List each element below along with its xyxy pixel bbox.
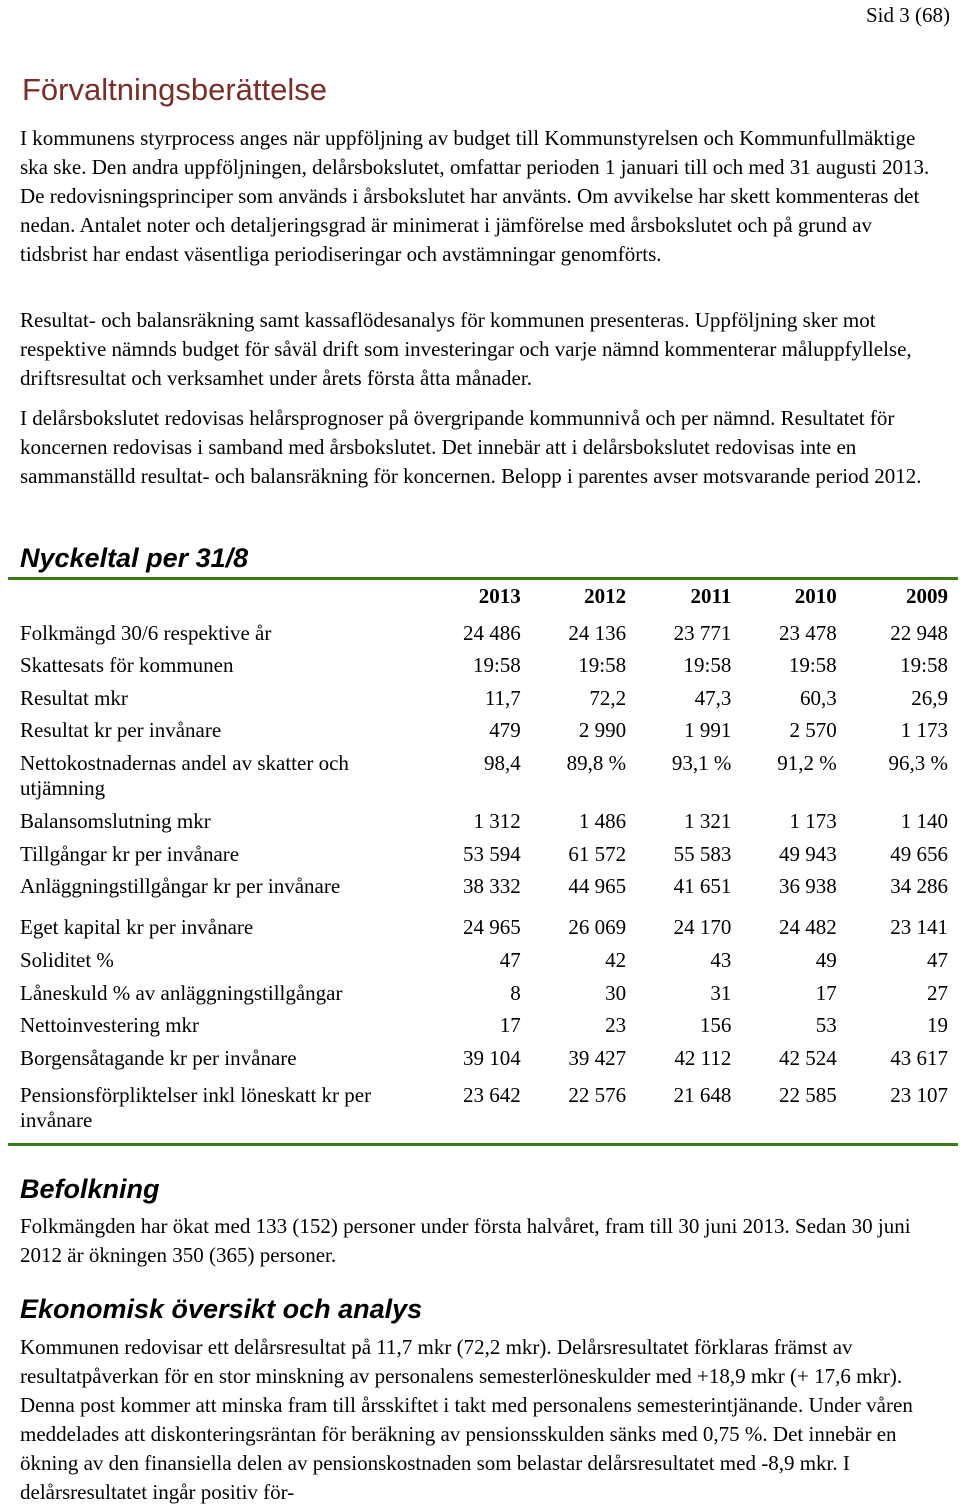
year-header: 2013 [478,584,521,608]
ekonomi-text: Kommunen redovisar ett delårsresultat på 11,7 mkr (72,2 mkr). Delårsresultatet förklaras främst av resultatpåverkan för en stor minskning av personalens semesterlöneskulder med +18,9 mkr (+ 17,6 mkr). Denna post kommer att minska fram till årsskiftet i takt med personalens semesterintjänande. Under våren meddelades att diskonteringsräntan för beräkning av pensionsskulden sänks med 0,75 %. Det innebär en ökning av den finansiella delen av pensionskostnaden som belastar delårsresultatet med -8,9 mkr. I delårsresultatet ingår positiv för- [20,1335,913,1504]
row-value: 49 656 [890,842,948,866]
row-label: Låneskuld % av anläggningstillgångar [20,981,343,1005]
year-header: 2011 [690,584,732,608]
row-value: 1 312 [473,809,521,833]
row-label: Balansomslutning mkr [20,809,211,833]
row-value: 11,7 [484,686,521,710]
row-value: 19:58 [788,653,837,677]
row-value: 19:58 [472,653,521,677]
row-label: Borgensåtagande kr per invånare [20,1046,297,1070]
row-value: 23 141 [890,915,948,939]
row-label: Folkmängd 30/6 respektive år [20,621,272,645]
row-value: 26,9 [911,686,948,710]
row-value: 22 585 [778,1083,837,1107]
row-label: Anläggningstillgångar kr per invånare [20,874,341,898]
row-value: 21 648 [673,1083,732,1107]
row-value: 98,4 [484,751,521,775]
intro-paragraph-1: I kommunens styrprocess anges när uppföljning av budget till Kommunstyrelsen och Kommunfullmäktige ska ske. Den andra uppföljningen, delårsbokslutet, omfattar perioden 1 januari till och med 31 augusti 2013. De redovisningsprinciper som används i årsbokslutet har använts. Om avvikelse har skett kommenteras det nedan. Antalet noter och detaljeringsgrad är minimerat i jämförelse med årsbokslutet och på grund av tidsbrist har endast väsentliga periodiseringar och avstämningar genomförts. [20,126,930,266]
row-value: 24 482 [778,915,837,939]
befolkning-text: Folkmängden har ökat med 133 (152) personer under första halvåret, fram till 30 juni 2013. Sedan 30 juni 2012 är ökningen 350 (365) personer. [20,1214,911,1267]
row-value: 1 173 [789,809,837,833]
row-label: Resultat kr per invånare [20,718,222,742]
row-label: Resultat mkr [20,686,128,710]
row-value: 55 583 [673,842,732,866]
page-number: Sid 3 (68) [866,3,950,27]
row-value: 19:58 [900,653,948,677]
row-value: 91,2 % [777,751,837,775]
table-row [20,1042,948,1079]
table-top-rule [8,577,958,580]
table-row [20,838,948,870]
row-value: 30 [605,981,627,1005]
row-value: 89,8 % [566,751,627,775]
row-value: 19:58 [578,653,627,677]
row-value: 44 965 [568,874,627,898]
row-value: 53 594 [463,842,521,866]
row-value: 8 [510,981,521,1005]
row-value: 47 [499,948,521,972]
row-label: Skattesats för kommunen [20,653,234,677]
row-value: 93,1 % [671,751,732,775]
table-header-label [20,584,416,617]
row-value: 17 [499,1013,521,1037]
row-value: 42 [605,948,627,972]
row-value: 24 486 [463,621,521,645]
row-value: 36 938 [778,874,837,898]
row-value: 43 [710,948,732,972]
table-row [20,682,948,714]
row-value: 96,3 % [888,751,948,775]
row-value: 19 [927,1013,948,1037]
row-label: Nettokostnadernas andel av skatter och utjämning [20,751,349,800]
row-value: 23 771 [673,621,732,645]
row-value: 22 576 [568,1083,627,1107]
row-label: Tillgångar kr per invånare [20,842,240,866]
row-value: 1 321 [684,809,732,833]
row-value: 479 [489,718,521,742]
ekonomi-heading: Ekonomisk översikt och analys [20,1294,423,1324]
table-row [20,617,948,649]
row-label: Nettoinvestering mkr [20,1013,200,1037]
table-row [20,977,948,1009]
row-value: 24 965 [463,915,521,939]
table-row [20,714,948,747]
row-value: 23 642 [463,1083,521,1107]
row-value: 49 [815,948,837,972]
page-title: Förvaltningsberättelse [22,72,327,107]
table-row [20,805,948,838]
row-value: 1 140 [900,809,948,833]
table-row [20,911,948,944]
row-value: 23 [605,1013,627,1037]
row-value: 47 [927,948,948,972]
row-value: 26 069 [568,915,627,939]
row-value: 60,3 [799,686,837,710]
year-header: 2010 [794,584,837,608]
row-value: 24 136 [568,621,627,645]
table-row [20,1009,948,1042]
row-value: 2 990 [578,718,627,742]
table-row [20,870,948,911]
row-value: 1 991 [684,718,732,742]
row-value: 2 570 [789,718,837,742]
row-value: 39 427 [568,1046,627,1070]
row-value: 17 [815,981,837,1005]
row-value: 39 104 [463,1046,521,1070]
row-value: 1 173 [900,718,948,742]
row-value: 31 [710,981,732,1005]
row-value: 19:58 [683,653,732,677]
year-header: 2009 [906,584,948,608]
keyfigures-table [20,584,948,1139]
row-value: 53 [815,1013,837,1037]
table-header-row [20,584,948,617]
row-value: 47,3 [694,686,732,710]
row-value: 34 286 [890,874,948,898]
row-value: 23 107 [890,1083,948,1107]
table-row [20,649,948,682]
row-value: 49 943 [778,842,837,866]
table-row [20,747,948,805]
row-value: 22 948 [890,621,948,645]
intro-paragraph-2: Resultat- och balansräkning samt kassaflödesanalys för kommunen presenteras. Uppföljning sker mot respektive nämnds budget för såväl drift som investeringar och varje nämnd kommenterar måluppfyllelse, driftsresultat och verksamhet under årets första åtta månader. [20,308,912,390]
row-label: Soliditet % [20,948,114,972]
row-value: 61 572 [568,842,627,866]
table-bottom-rule [8,1143,958,1146]
row-value: 41 651 [673,874,732,898]
keyfigures-heading: Nyckeltal per 31/8 [20,543,249,573]
row-label: Pensionsförpliktelser inkl löneskatt kr per invånare [20,1083,372,1132]
befolkning-heading: Befolkning [20,1174,160,1204]
table-row [20,944,948,977]
row-value: 1 486 [578,809,627,833]
row-value: 24 170 [673,915,732,939]
table-row [20,1079,948,1139]
year-header: 2012 [584,584,627,608]
row-value: 156 [699,1013,732,1037]
intro-paragraph-3: I delårsbokslutet redovisas helårsprognoser på övergripande kommunnivå och per nämnd. Resultatet för koncernen redovisas i samband med årsbokslutet. Det innebär att i delårsbokslutet redovisas inte en sammanställd resultat- och balansräkning för koncernen. Belopp i parentes avser motsvarande period 2012. [20,406,922,488]
row-value: 72,2 [589,686,627,710]
row-value: 23 478 [778,621,837,645]
row-value: 27 [927,981,948,1005]
row-value: 42 112 [674,1046,732,1070]
row-label: Eget kapital kr per invånare [20,915,254,939]
row-value: 43 617 [890,1046,948,1070]
row-value: 38 332 [463,874,521,898]
row-value: 42 524 [778,1046,837,1070]
